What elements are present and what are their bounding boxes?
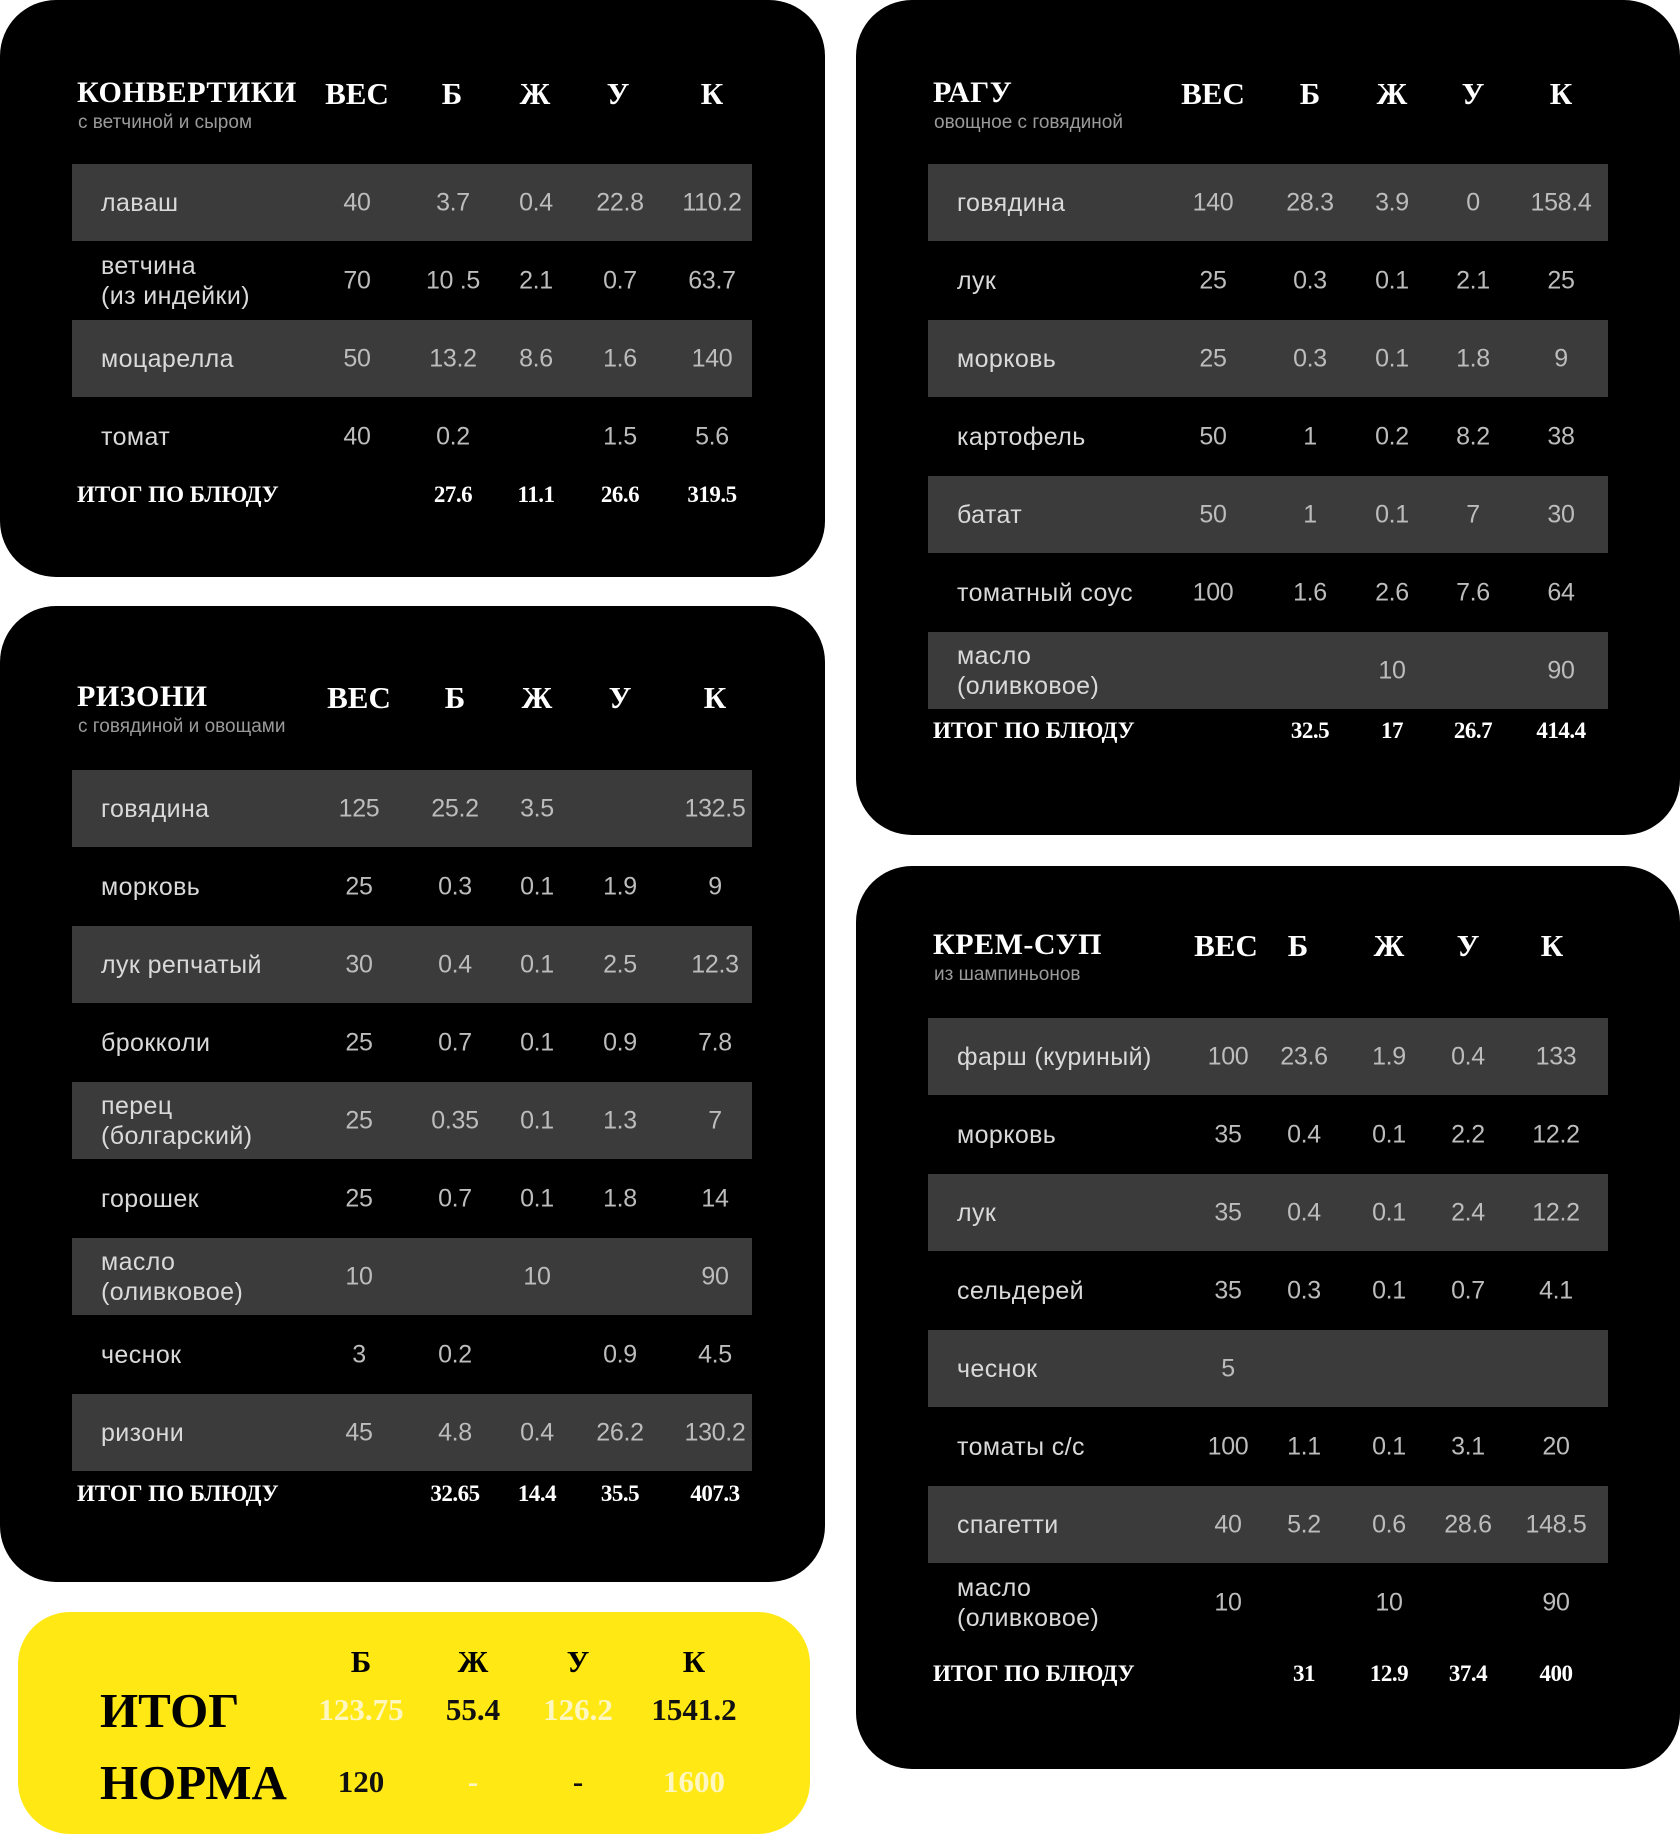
cell-weight: 25 — [1199, 266, 1227, 294]
table-row — [928, 1096, 1608, 1173]
ingredient-name: фарш (куриный) — [957, 1042, 1152, 1071]
cell-weight: 100 — [1207, 1432, 1249, 1460]
card-header — [72, 76, 752, 166]
cell-protein: 10 .5 — [425, 266, 481, 294]
cell-carbs: 7 — [1466, 500, 1480, 528]
cell-fat: 0.1 — [1372, 1198, 1406, 1226]
total-carbs: 37.4 — [1448, 1661, 1488, 1686]
cell-protein: 0.7 — [438, 1028, 472, 1056]
card-rizoni — [0, 606, 825, 1582]
cell-protein: 28.3 — [1286, 188, 1334, 216]
total-protein: 32.5 — [1290, 718, 1330, 743]
dish-title: РИЗОНИ — [77, 680, 208, 713]
cell-fat: 0.1 — [1372, 1276, 1406, 1304]
cell-protein: 3.7 — [436, 188, 470, 216]
total-protein: 31 — [1293, 1661, 1315, 1686]
cell-kcal: 20 — [1542, 1432, 1570, 1460]
cell-kcal: 90 — [1547, 656, 1575, 684]
ingredient-name: говядина — [101, 794, 210, 823]
cell-weight: 100 — [1207, 1042, 1249, 1070]
cell-carbs: 1.5 — [603, 422, 637, 450]
dish-subtitle: с говядиной и овощами — [78, 716, 286, 737]
dish-title: КРЕМ-СУП — [933, 928, 1103, 961]
ingredient-name: горошек — [101, 1184, 199, 1213]
cell-kcal: 133 — [1535, 1042, 1577, 1070]
total-fat: 11.1 — [517, 482, 555, 507]
cell-fat: 0.1 — [520, 950, 554, 978]
summary-norma-zh: - — [467, 1764, 479, 1799]
table-row — [72, 1394, 752, 1471]
total-label: ИТОГ ПО БЛЮДУ — [77, 482, 279, 507]
cell-fat: 0.1 — [1372, 1432, 1406, 1460]
ingredient-name: моцарелла — [101, 344, 234, 373]
cell-kcal: 14 — [701, 1184, 729, 1212]
total-label: ИТОГ ПО БЛЮДУ — [933, 718, 1135, 743]
cell-weight: 45 — [345, 1418, 373, 1446]
cell-weight: 5 — [1221, 1354, 1235, 1382]
table-row — [72, 770, 752, 847]
total-carbs: 26.7 — [1453, 718, 1493, 743]
cell-fat: 0.2 — [1375, 422, 1409, 450]
cell-protein: 1 — [1303, 500, 1317, 528]
cell-fat: 1.9 — [1372, 1042, 1406, 1070]
table-row — [72, 1238, 752, 1315]
cell-weight: 25 — [345, 872, 373, 900]
total-row — [928, 711, 1608, 751]
total-label: ИТОГ ПО БЛЮДУ — [933, 1661, 1135, 1686]
cell-carbs: 1.9 — [603, 872, 637, 900]
cell-weight: 35 — [1214, 1276, 1242, 1304]
table-row — [72, 398, 752, 475]
ingredient-name: томаты с/с — [957, 1432, 1085, 1461]
table-row — [928, 398, 1608, 475]
cell-weight: 40 — [343, 188, 371, 216]
column-header-fat: Ж — [521, 680, 553, 715]
cell-carbs: 0.7 — [1451, 1276, 1485, 1304]
cell-kcal: 158.4 — [1530, 188, 1592, 216]
cell-carbs: 0.4 — [1451, 1042, 1485, 1070]
cell-weight: 35 — [1214, 1198, 1242, 1226]
cell-fat: 0.1 — [1372, 1120, 1406, 1148]
cell-fat: 0.6 — [1372, 1510, 1406, 1538]
cell-fat: 0.1 — [520, 1028, 554, 1056]
cell-carbs: 1.8 — [1456, 344, 1490, 372]
total-carbs: 26.6 — [600, 482, 640, 507]
cell-carbs: 1.8 — [603, 1184, 637, 1212]
table-row — [72, 1082, 752, 1159]
ingredient-name: морковь — [957, 1120, 1057, 1149]
dish-title: КОНВЕРТИКИ — [77, 76, 297, 109]
cell-weight: 50 — [1199, 500, 1227, 528]
ingredient-name: лаваш — [101, 188, 179, 217]
ingredient-name: картофель — [957, 422, 1086, 451]
table-row — [928, 632, 1608, 709]
cell-carbs: 26.2 — [596, 1418, 644, 1446]
ingredient-name: томат — [101, 422, 171, 451]
column-header-protein: Б — [441, 76, 463, 111]
card-konvertiki — [0, 0, 825, 577]
table-row — [928, 1486, 1608, 1563]
cell-protein: 0.2 — [436, 422, 470, 450]
summary-header-b: Б — [350, 1644, 372, 1679]
cell-kcal: 63.7 — [688, 266, 736, 294]
cell-protein: 0.35 — [431, 1106, 479, 1134]
total-fat: 12.9 — [1369, 1661, 1409, 1686]
column-header-kcal: К — [700, 76, 724, 111]
ingredient-name: спагетти — [957, 1510, 1059, 1539]
cell-protein: 0.2 — [438, 1340, 472, 1368]
column-header-fat: Ж — [1373, 928, 1405, 963]
cell-fat: 8.6 — [519, 344, 553, 372]
cell-weight: 50 — [1199, 422, 1227, 450]
table-row — [928, 1330, 1608, 1407]
cell-carbs: 2.2 — [1451, 1120, 1485, 1148]
cell-protein: 0.4 — [438, 950, 472, 978]
ingredient-name: ризони — [101, 1418, 185, 1447]
cell-fat: 2.6 — [1375, 578, 1409, 606]
table-row — [72, 926, 752, 1003]
cell-fat: 0.4 — [520, 1418, 554, 1446]
cell-kcal: 4.5 — [698, 1340, 732, 1368]
cell-weight: 25 — [345, 1028, 373, 1056]
summary-header-k: К — [682, 1644, 706, 1679]
dish-subtitle: из шампиньонов — [934, 964, 1081, 985]
column-header-carbs: У — [608, 680, 632, 715]
total-row — [72, 475, 752, 515]
total-row — [928, 1654, 1608, 1694]
cell-protein: 0.4 — [1287, 1120, 1321, 1148]
ingredient-name: масло (оливковое) — [101, 1247, 244, 1306]
cell-weight: 30 — [345, 950, 373, 978]
summary-norma-label: НОРМА — [100, 1755, 287, 1810]
summary-itog-zh: 55.4 — [445, 1692, 501, 1727]
cell-weight: 25 — [1199, 344, 1227, 372]
cell-fat: 0.4 — [519, 188, 553, 216]
cell-protein: 0.3 — [438, 872, 472, 900]
table-row — [928, 476, 1608, 553]
total-fat: 17 — [1381, 718, 1403, 743]
ingredient-name: лук — [957, 266, 997, 295]
cell-carbs: 8.2 — [1456, 422, 1490, 450]
ingredient-name: морковь — [957, 344, 1057, 373]
table-row — [928, 1018, 1608, 1095]
cell-protein: 23.6 — [1280, 1042, 1328, 1070]
ingredient-name: говядина — [957, 188, 1066, 217]
cell-kcal: 12.2 — [1532, 1198, 1580, 1226]
table-row — [72, 1316, 752, 1393]
cell-kcal: 4.1 — [1539, 1276, 1573, 1304]
cell-carbs: 2.4 — [1451, 1198, 1485, 1226]
cell-kcal: 38 — [1547, 422, 1575, 450]
total-label: ИТОГ ПО БЛЮДУ — [77, 1481, 279, 1506]
cell-carbs: 0 — [1466, 188, 1480, 216]
summary-panel — [18, 1612, 810, 1834]
cell-protein: 0.3 — [1293, 266, 1327, 294]
column-header-carbs: У — [1461, 76, 1485, 111]
cell-weight: 3 — [352, 1340, 366, 1368]
cell-kcal: 7.8 — [698, 1028, 732, 1056]
table-row — [928, 242, 1608, 319]
cell-fat: 3.9 — [1375, 188, 1409, 216]
cell-weight: 70 — [343, 266, 371, 294]
ingredient-name: брокколи — [101, 1028, 211, 1057]
summary-norma-k: 1600 — [663, 1764, 725, 1799]
total-kcal: 400 — [1539, 1661, 1573, 1686]
cell-weight: 35 — [1214, 1120, 1242, 1148]
cell-kcal: 90 — [1542, 1588, 1570, 1616]
ingredient-name: масло (оливковое) — [957, 1573, 1100, 1632]
ingredient-name: томатный соус — [957, 578, 1134, 607]
column-header-protein: Б — [1287, 928, 1309, 963]
cell-fat: 10 — [1375, 1588, 1403, 1616]
summary-norma-u: - — [572, 1764, 584, 1799]
cell-fat: 2.1 — [519, 266, 553, 294]
cell-fat: 3.5 — [520, 794, 554, 822]
total-kcal: 414.4 — [1536, 718, 1586, 743]
cell-kcal: 5.6 — [695, 422, 729, 450]
table-row — [72, 1160, 752, 1237]
cell-kcal: 148.5 — [1525, 1510, 1587, 1538]
total-protein: 27.6 — [433, 482, 473, 507]
cell-protein: 1.1 — [1287, 1432, 1321, 1460]
cell-protein: 0.7 — [438, 1184, 472, 1212]
ingredient-name: чеснок — [957, 1354, 1038, 1383]
cell-weight: 100 — [1192, 578, 1234, 606]
column-header-kcal: К — [1549, 76, 1573, 111]
cell-kcal: 132.5 — [684, 794, 746, 822]
column-header-carbs: У — [1456, 928, 1480, 963]
column-header-carbs: У — [606, 76, 630, 111]
ingredient-name: батат — [957, 500, 1023, 529]
cell-protein: 5.2 — [1287, 1510, 1321, 1538]
cell-fat: 0.1 — [520, 1106, 554, 1134]
summary-itog-label: ИТОГ — [100, 1683, 240, 1738]
summary-header-u: У — [566, 1644, 590, 1679]
cell-protein: 0.4 — [1287, 1198, 1321, 1226]
total-row — [72, 1474, 752, 1514]
cell-protein: 1.6 — [1293, 578, 1327, 606]
table-row — [72, 242, 752, 319]
cell-kcal: 9 — [1554, 344, 1568, 372]
cell-kcal: 110.2 — [682, 188, 742, 216]
cell-kcal: 130.2 — [684, 1418, 746, 1446]
cell-fat: 0.1 — [1375, 500, 1409, 528]
table-row — [928, 1408, 1608, 1485]
table-row — [928, 320, 1608, 397]
cell-fat: 0.1 — [520, 1184, 554, 1212]
cell-fat: 0.1 — [1375, 266, 1409, 294]
column-header-kcal: К — [703, 680, 727, 715]
cell-carbs: 1.3 — [603, 1106, 637, 1134]
summary-itog-k: 1541.2 — [651, 1692, 737, 1727]
card-header — [72, 680, 752, 770]
table-row — [928, 1174, 1608, 1251]
cell-protein: 1 — [1303, 422, 1317, 450]
table-row — [72, 848, 752, 925]
ingredient-name: сельдерей — [957, 1276, 1085, 1305]
summary-header-zh: Ж — [457, 1644, 489, 1679]
table-row — [72, 320, 752, 397]
cell-kcal: 64 — [1547, 578, 1575, 606]
cell-carbs: 1.6 — [603, 344, 637, 372]
cell-weight: 10 — [1214, 1588, 1242, 1616]
column-header-fat: Ж — [1376, 76, 1408, 111]
total-fat: 14.4 — [517, 1481, 557, 1506]
summary-norma-b: 120 — [337, 1764, 385, 1799]
table-row — [928, 1252, 1608, 1329]
card-header — [928, 928, 1608, 1018]
cell-kcal: 25 — [1547, 266, 1575, 294]
cell-fat: 0.1 — [1375, 344, 1409, 372]
cell-kcal: 9 — [708, 872, 722, 900]
column-header-weight: ВЕС — [1181, 76, 1245, 111]
cell-kcal: 7 — [708, 1106, 722, 1134]
cell-kcal: 12.2 — [1532, 1120, 1580, 1148]
total-kcal: 319.5 — [687, 482, 737, 507]
cell-kcal: 12.3 — [691, 950, 739, 978]
cell-fat: 0.1 — [520, 872, 554, 900]
column-header-weight: ВЕС — [327, 680, 391, 715]
cell-kcal: 90 — [701, 1262, 729, 1290]
card-ragu — [856, 0, 1680, 835]
cell-protein: 4.8 — [438, 1418, 472, 1446]
cell-fat: 10 — [523, 1262, 551, 1290]
cell-weight: 10 — [345, 1262, 373, 1290]
column-header-weight: ВЕС — [1194, 928, 1258, 963]
dish-title: РАГУ — [933, 76, 1013, 109]
column-header-protein: Б — [444, 680, 466, 715]
table-row — [72, 164, 752, 241]
ingredient-name: ветчина (из индейки) — [101, 251, 250, 310]
cell-fat: 10 — [1378, 656, 1406, 684]
summary-itog-u: 126.2 — [543, 1692, 613, 1727]
table-row — [72, 1004, 752, 1081]
table-row — [928, 554, 1608, 631]
cell-protein: 0.3 — [1287, 1276, 1321, 1304]
cell-carbs: 28.6 — [1444, 1510, 1492, 1538]
cell-protein: 13.2 — [429, 344, 477, 372]
total-carbs: 35.5 — [600, 1481, 640, 1506]
cell-weight: 40 — [1214, 1510, 1242, 1538]
cell-weight: 40 — [343, 422, 371, 450]
column-header-kcal: К — [1540, 928, 1564, 963]
cell-protein: 25.2 — [431, 794, 479, 822]
ingredient-name: масло (оливковое) — [957, 641, 1100, 700]
cell-weight: 25 — [345, 1184, 373, 1212]
cell-weight: 50 — [343, 344, 371, 372]
cell-carbs: 2.1 — [1456, 266, 1490, 294]
cell-protein: 0.3 — [1293, 344, 1327, 372]
column-header-fat: Ж — [519, 76, 551, 111]
cell-weight: 140 — [1192, 188, 1234, 216]
column-header-weight: ВЕС — [325, 76, 389, 111]
ingredient-name: морковь — [101, 872, 201, 901]
table-row — [928, 164, 1608, 241]
cell-kcal: 140 — [691, 344, 733, 372]
total-kcal: 407.3 — [690, 1481, 740, 1506]
cell-carbs: 7.6 — [1456, 578, 1490, 606]
cell-kcal: 30 — [1547, 500, 1575, 528]
card-kremsup — [856, 866, 1680, 1769]
cell-carbs: 22.8 — [596, 188, 644, 216]
ingredient-name: лук — [957, 1198, 997, 1227]
ingredient-name: чеснок — [101, 1340, 182, 1369]
cell-weight: 125 — [338, 794, 380, 822]
cell-carbs: 3.1 — [1451, 1432, 1485, 1460]
ingredient-name: перец (болгарский) — [101, 1091, 253, 1150]
cell-carbs: 0.9 — [603, 1340, 637, 1368]
ingredient-name: лук репчатый — [101, 950, 262, 979]
cell-carbs: 0.9 — [603, 1028, 637, 1056]
dish-subtitle: с ветчиной и сыром — [78, 112, 253, 133]
summary-itog-b: 123.75 — [318, 1692, 404, 1727]
cell-weight: 25 — [345, 1106, 373, 1134]
column-header-protein: Б — [1299, 76, 1321, 111]
dish-subtitle: овощное с говядиной — [934, 112, 1123, 133]
table-row — [928, 1564, 1608, 1641]
total-protein: 32.65 — [430, 1481, 480, 1506]
cell-carbs: 2.5 — [603, 950, 637, 978]
cell-carbs: 0.7 — [603, 266, 637, 294]
card-header — [928, 76, 1608, 166]
